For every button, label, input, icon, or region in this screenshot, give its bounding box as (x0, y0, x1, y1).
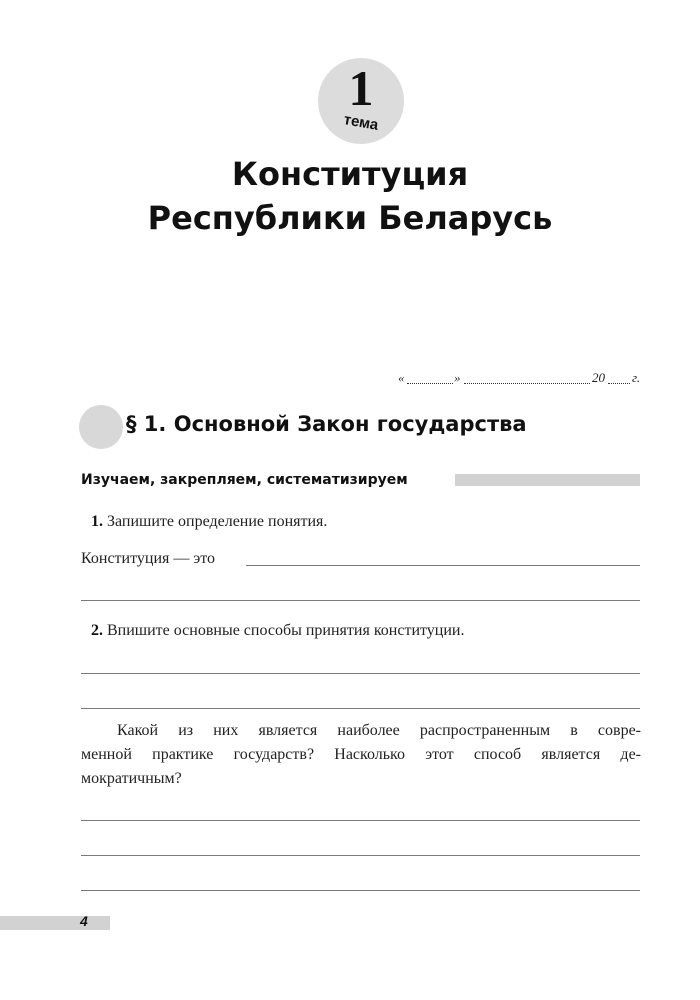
question-line-1: Какой из них является наиболее распространенным в совре- (117, 722, 641, 739)
date-day-blank (407, 383, 453, 384)
answer-line-7[interactable] (81, 890, 640, 891)
task-1-answer-prefix: Конституция — это (81, 550, 216, 567)
date-open-quote: « (398, 370, 405, 385)
answer-line-1[interactable] (246, 565, 640, 566)
topic-label: тема (342, 111, 380, 134)
task-1-number: 1. (91, 513, 103, 530)
page-number-bar (0, 916, 110, 930)
page-number: 4 (80, 913, 88, 929)
question-line-2: менной практике государств? Насколько этот способ является де- (81, 746, 641, 763)
task-1-text: Запишите определение понятия. (107, 513, 328, 530)
section-marker (79, 405, 123, 449)
date-year-suffix: г. (632, 370, 641, 385)
chapter-title-line-1: Конституция (231, 155, 469, 193)
question-paragraph (81, 719, 641, 791)
task-2-number: 2. (91, 622, 103, 639)
subheading-bar (455, 474, 640, 486)
date-year-prefix: 20 (592, 370, 605, 385)
chapter-title-line-2: Республики Беларусь (147, 199, 553, 237)
date-close-quote: » (454, 370, 461, 385)
date-month-blank (464, 383, 590, 384)
answer-line-6[interactable] (81, 855, 640, 856)
answer-line-4[interactable] (81, 708, 640, 709)
chapter-title (0, 152, 700, 240)
topic-number: 1 (348, 60, 374, 116)
task-2-text: Впишите основные способы принятия конституции. (107, 622, 465, 639)
task-1 (91, 511, 327, 533)
date-line (398, 370, 643, 390)
answer-line-3[interactable] (81, 673, 640, 674)
section-title: § 1. Основной Закон государства (126, 412, 527, 436)
task-2 (91, 620, 464, 642)
answer-line-2[interactable] (81, 600, 640, 601)
subheading: Изучаем, закрепляем, систематизируем (81, 472, 408, 488)
question-line-3: мократичным? (81, 770, 182, 787)
answer-line-5[interactable] (81, 820, 640, 821)
date-year-blank (608, 383, 630, 384)
